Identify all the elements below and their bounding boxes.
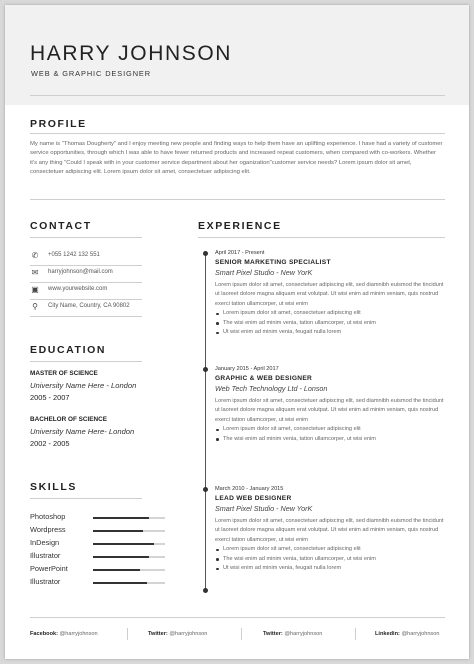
skill-row [30, 525, 170, 537]
skill-name: Photoshop [30, 512, 66, 521]
experience-divider [198, 237, 445, 238]
footer-separator [127, 628, 128, 640]
skills-divider [30, 498, 142, 499]
job-bullets [215, 425, 447, 444]
skill-name: InDesign [30, 538, 60, 547]
email-icon: ✉ [31, 268, 39, 277]
job-bullet: The wisi enim ad minim venia, tation ullamcorper, ut wisi enim [215, 555, 447, 564]
job-dates: March 2010 - January 2015 [215, 486, 284, 492]
skill-bar-track [93, 556, 165, 558]
job-bullet: Lorem ipsum dolor sit amet, consectetuer adipiscing elit [215, 545, 447, 554]
contact-location [30, 300, 142, 317]
contact-website [30, 283, 142, 300]
contact-location-text: City Name, Country, CA 90802 [48, 303, 130, 309]
job-company: Web Tech Technology Ltd - Lonson [215, 384, 328, 393]
education-heading: EDUCATION [30, 344, 107, 356]
skill-bar-track [93, 530, 165, 532]
education-dates: 2002 - 2005 [30, 439, 70, 448]
skill-row [30, 512, 170, 524]
job-company: Smart Pixel Studio - New YorK [215, 504, 313, 513]
footer-label: Facebook: [30, 631, 58, 637]
header-divider [30, 95, 445, 96]
experience-heading: EXPERIENCE [198, 220, 282, 232]
job-company: Smart Pixel Studio - New YorK [215, 268, 313, 277]
education-divider [30, 361, 142, 362]
bullet-dot-icon [216, 568, 219, 571]
skill-bar-fill [93, 569, 140, 571]
profile-divider [30, 133, 445, 134]
footer-separator [355, 628, 356, 640]
contact-phone-text: +055 1242 132 551 [48, 252, 100, 258]
timeline-dot [203, 367, 208, 372]
profile-heading: PROFILE [30, 118, 87, 130]
bullet-dot-icon [216, 549, 219, 552]
skill-bar-fill [93, 582, 147, 584]
skill-bar-fill [93, 517, 149, 519]
bullet-dot-icon [216, 322, 219, 325]
contact-website-text[interactable]: www.yourwebsite.com [48, 286, 108, 292]
footer-twitter[interactable] [263, 631, 322, 637]
bullet-dot-icon [216, 438, 219, 441]
footer-label: Linkedin: [375, 631, 400, 637]
contact-divider [30, 237, 142, 238]
education-school: University Name Here - London [30, 381, 137, 390]
job-description: Lorem ipsum dolor sit amet, consectetuer adipiscing elit, sed diamnibh euismod the tincidunt ut laoreet dolore magna aliquam erat volutpat. Ut wisi enim ad minim veniam, quis nostrud exerci tation ullamcorper, ut wisi enim [215, 398, 444, 423]
job-bullet: Ut wisi enim ad minim venia, feugait nulla lorem [215, 564, 447, 573]
resume-header [5, 5, 469, 105]
bullet-dot-icon [216, 332, 219, 335]
job-bullet: Lorem ipsum dolor sit amet, consectetuer adipiscing elit [215, 425, 447, 434]
job-description: Lorem ipsum dolor sit amet, consectetuer adipiscing elit, sed diamnibh euismod the tincidunt ut laoreet dolore magna aliquam erat volutpat. Ut wisi enim ad minim veniam, quis nostrud exerci tation ullamcorper, ut wisi enim [215, 282, 444, 307]
skill-name: Illustrator [30, 551, 61, 560]
experience-item [215, 249, 447, 337]
job-bullet: The wisi enim ad minim venia, tation ullamcorper, ut wisi enim [215, 435, 447, 444]
profile-text: My name is "Thomas Dougherty" and I enjoy meeting new people and finding ways to help them have an uplifting experience. I have had a variety of customer service opportunities, through which I was able to have fewer returned products and increased repeat customers, when compared with co-workers. Whether it's any thing "Could I speak with in your customer service department about her oganization"customer service needs? Lorem ipsum dolor sit amet, consectetuer adipiscing elit. Lorem ipsum dolor sit amet, consectetuer adipiscing elit. [30, 141, 443, 176]
job-title: SENIOR MARKETING SPECIALIST [215, 259, 331, 266]
contact-heading: CONTACT [30, 220, 92, 232]
footer-facebook[interactable] [30, 631, 98, 637]
job-bullet: Lorem ipsum dolor sit amet, consectetuer adipiscing elit [215, 309, 447, 318]
education-school: University Name Here- London [30, 427, 135, 436]
footer-handle: @harryjohnson [401, 631, 440, 637]
skill-row [30, 564, 170, 576]
skill-row [30, 577, 170, 589]
job-dates: April 2017 - Present [215, 250, 265, 256]
job-bullet: The wisi enim ad minim venia, tation ullamcorper, ut wisi enim [215, 319, 447, 328]
timeline-line [205, 253, 206, 591]
bullet-dot-icon [216, 313, 219, 316]
skill-bar-fill [93, 543, 154, 545]
footer-handle: @harryjohnson [59, 631, 98, 637]
contact-email-text[interactable]: harryjohnson@mail.com [48, 269, 113, 275]
profile-bottom-divider [30, 199, 445, 200]
location-icon: ⚲ [32, 302, 38, 311]
job-bullets [215, 545, 447, 573]
job-title: LEAD WEB DESIGNER [215, 495, 292, 502]
job-bullet: Ut wisi enim ad minim venia, feugait nulla lorem [215, 328, 447, 337]
candidate-name: HARRY JOHNSON [30, 42, 233, 65]
skills-heading: SKILLS [30, 481, 77, 493]
skill-row [30, 551, 170, 563]
footer-twitter[interactable] [148, 631, 207, 637]
footer-label: Twitter: [263, 631, 283, 637]
footer-handle: @harryjohnson [169, 631, 208, 637]
skill-bar-track [93, 582, 165, 584]
skill-bar-fill [93, 556, 149, 558]
education-degree: BACHELOR OF SCIENCE [30, 416, 108, 423]
skill-row [30, 538, 170, 550]
experience-item [215, 365, 447, 444]
job-description: Lorem ipsum dolor sit amet, consectetuer adipiscing elit, sed diamnibh euismod the tincidunt ut laoreet dolore magna aliquam erat volutpat. Ut wisi enim ad minim veniam, quis nostrud exerci tation ullamcorper, ut wisi enim [215, 518, 444, 543]
bullet-dot-icon [216, 558, 219, 561]
skill-name: Illustrator [30, 577, 61, 586]
contact-phone [30, 249, 142, 266]
timeline-dot [203, 251, 208, 256]
phone-icon: ✆ [31, 251, 39, 260]
resume-page [5, 5, 469, 659]
contact-email [30, 266, 142, 283]
experience-item [215, 485, 447, 573]
footer-label: Twitter: [148, 631, 168, 637]
skill-bar-track [93, 569, 165, 571]
skill-name: Wordpress [30, 525, 66, 534]
candidate-title: WEB & GRAPHIC DESIGNER [31, 69, 151, 78]
footer-separator [241, 628, 242, 640]
footer-handle: @harryjohnson [284, 631, 323, 637]
skill-bar-fill [93, 530, 143, 532]
skill-bar-track [93, 517, 165, 519]
education-dates: 2005 - 2007 [30, 393, 70, 402]
job-dates: January 2015 - April 2017 [215, 366, 279, 372]
footer-divider [30, 617, 445, 618]
job-bullets [215, 309, 447, 337]
bullet-dot-icon [216, 429, 219, 432]
timeline-dot [203, 487, 208, 492]
skill-name: PowerPoint [30, 564, 68, 573]
skill-bar-track [93, 543, 165, 545]
job-title: GRAPHIC & WEB DESIGNER [215, 375, 313, 382]
website-icon: ▣ [31, 285, 39, 294]
timeline-end-dot [203, 588, 208, 593]
footer-linkedin[interactable] [375, 631, 439, 637]
education-degree: MASTER OF SCIENCE [30, 370, 98, 377]
